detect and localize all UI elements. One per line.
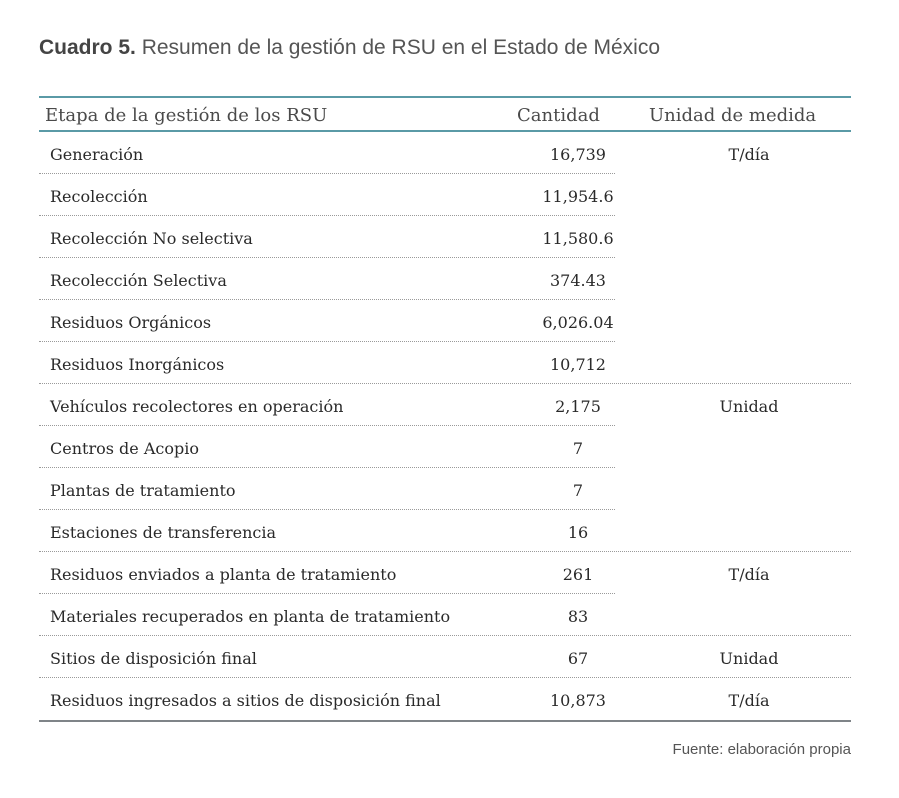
table-body	[39, 132, 851, 720]
header-amount: Cantidad	[517, 105, 600, 126]
row-amount: 10,873	[550, 691, 606, 710]
row-unit: T/día	[728, 565, 770, 584]
row-stage: Recolección Selectiva	[50, 271, 227, 290]
table-row	[39, 678, 851, 720]
table-row	[39, 300, 851, 342]
row-unit: T/día	[728, 145, 770, 164]
row-amount: 67	[567, 649, 589, 668]
row-amount: 374.43	[550, 271, 606, 290]
table-row	[39, 342, 851, 384]
table-row	[39, 132, 851, 174]
row-amount: 10,712	[550, 355, 606, 374]
row-stage: Estaciones de transferencia	[50, 523, 276, 542]
row-stage: Residuos Orgánicos	[50, 313, 212, 332]
row-stage: Centros de Acopio	[50, 439, 199, 458]
row-amount: 6,026.04	[542, 313, 614, 332]
row-stage: Materiales recuperados en planta de tratamiento	[50, 607, 451, 626]
source-note: Fuente: elaboración propia	[672, 741, 851, 758]
row-stage: Vehículos recolectores en operación	[50, 397, 344, 416]
table-row	[39, 216, 851, 258]
row-amount: 16	[567, 523, 589, 542]
row-amount: 16,739	[550, 145, 606, 164]
summary-table	[39, 96, 851, 722]
header-unit: Unidad de medida	[649, 105, 817, 126]
row-amount: 11,580.6	[542, 229, 614, 248]
row-stage: Generación	[50, 145, 144, 164]
row-stage: Sitios de disposición final	[50, 649, 257, 668]
table-row	[39, 510, 851, 552]
row-amount: 261	[562, 565, 594, 584]
row-unit: Unidad	[719, 649, 779, 668]
table-bottom-rule	[39, 720, 851, 722]
table-row	[39, 426, 851, 468]
row-stage: Residuos enviados a planta de tratamiento	[50, 565, 397, 584]
table-row	[39, 636, 851, 678]
table-row	[39, 468, 851, 510]
table-row	[39, 552, 851, 594]
row-stage: Residuos Inorgánicos	[50, 355, 225, 374]
row-amount: 83	[567, 607, 589, 626]
row-unit: Unidad	[719, 397, 779, 416]
row-stage: Plantas de tratamiento	[50, 481, 236, 500]
table-title	[39, 36, 660, 60]
row-amount: 11,954.6	[542, 187, 614, 206]
table-row	[39, 594, 851, 636]
table-row	[39, 174, 851, 216]
row-amount: 7	[572, 481, 584, 500]
row-amount: 2,175	[555, 397, 601, 416]
row-stage: Recolección No selectiva	[50, 229, 253, 248]
table-header	[39, 98, 851, 132]
table-row	[39, 384, 851, 426]
row-amount: 7	[572, 439, 584, 458]
row-stage: Residuos ingresados a sitios de disposición final	[50, 691, 441, 710]
row-stage: Recolección	[50, 187, 148, 206]
table-number: Cuadro 5.	[39, 36, 136, 59]
table-row	[39, 258, 851, 300]
table-caption: Resumen de la gestión de RSU en el Estado de México	[141, 36, 660, 59]
header-stage: Etapa de la gestión de los RSU	[45, 105, 328, 126]
row-unit: T/día	[728, 691, 770, 710]
